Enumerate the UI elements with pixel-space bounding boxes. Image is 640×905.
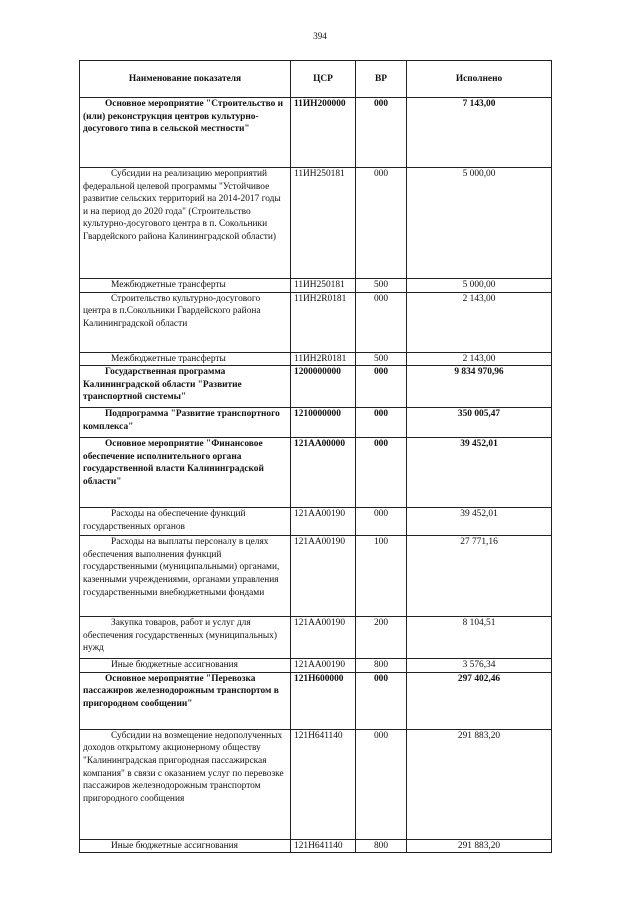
row-amount: 39 452,01 bbox=[407, 508, 552, 536]
row-name: Межбюджетные трансферты bbox=[80, 279, 291, 293]
row-csr: 11ИН250181 bbox=[291, 168, 356, 279]
row-name: Субсидии на реализацию мероприятий федеральной целевой программы "Устойчивое развитие сельских территорий на 2014-2017 годы и на период до 2020 года" (Строительство культурно-досугового центра в п. Сокольники Гвардейского района Калининградской области) bbox=[80, 168, 291, 279]
row-vr: 800 bbox=[356, 659, 407, 673]
row-csr: 121Н641140 bbox=[291, 729, 356, 839]
table-row bbox=[80, 672, 552, 729]
row-amount: 350 005,47 bbox=[407, 408, 552, 438]
header-vr: ВР bbox=[356, 61, 407, 98]
row-name: Подпрограмма "Развитие транспортного комплекса" bbox=[80, 408, 291, 438]
row-amount: 2 143,00 bbox=[407, 292, 552, 352]
row-csr: 1200000000 bbox=[291, 366, 356, 408]
row-vr: 800 bbox=[356, 839, 407, 853]
row-name: Межбюджетные трансферты bbox=[80, 352, 291, 366]
row-amount: 39 452,01 bbox=[407, 438, 552, 508]
row-vr: 000 bbox=[356, 98, 407, 168]
row-csr: 121АА00190 bbox=[291, 508, 356, 536]
row-amount: 2 143,00 bbox=[407, 352, 552, 366]
row-amount: 27 771,16 bbox=[407, 536, 552, 617]
row-vr: 000 bbox=[356, 508, 407, 536]
row-vr: 000 bbox=[356, 408, 407, 438]
table-row bbox=[80, 366, 552, 408]
row-csr: 121Н641140 bbox=[291, 839, 356, 853]
row-csr: 121АА00190 bbox=[291, 659, 356, 673]
row-csr: 121АА00190 bbox=[291, 536, 356, 617]
row-name: Основное мероприятие "Финансовое обеспечение исполнительного органа государственной власти Калининградской области" bbox=[80, 438, 291, 508]
row-amount: 8 104,51 bbox=[407, 617, 552, 659]
header-csr: ЦСР bbox=[291, 61, 356, 98]
row-csr: 11ИН250181 bbox=[291, 279, 356, 293]
row-csr: 11ИН2R0181 bbox=[291, 292, 356, 352]
table-row bbox=[80, 536, 552, 617]
row-vr: 000 bbox=[356, 366, 407, 408]
table-row bbox=[80, 292, 552, 352]
table-row bbox=[80, 438, 552, 508]
page-number: 394 bbox=[313, 31, 327, 41]
row-amount: 297 402,46 bbox=[407, 672, 552, 729]
row-name: Основное мероприятие "Строительство и (или) реконструкция центров культурно-досугового типа в сельской местности" bbox=[80, 98, 291, 168]
row-name: Строительство культурно-досугового центра в п.Сокольники Гвардейского района Калининградской области bbox=[80, 292, 291, 352]
row-amount: 7 143,00 bbox=[407, 98, 552, 168]
row-name: Расходы на обеспечение функций государственных органов bbox=[80, 508, 291, 536]
row-vr: 100 bbox=[356, 536, 407, 617]
table-row bbox=[80, 279, 552, 293]
budget-execution-table bbox=[79, 60, 552, 853]
header-name: Наименование показателя bbox=[80, 61, 291, 98]
table-row bbox=[80, 839, 552, 853]
row-vr: 000 bbox=[356, 729, 407, 839]
row-csr: 11ИН2R0181 bbox=[291, 352, 356, 366]
row-amount: 5 000,00 bbox=[407, 168, 552, 279]
row-vr: 000 bbox=[356, 672, 407, 729]
row-amount: 291 883,20 bbox=[407, 839, 552, 853]
row-amount: 9 834 970,96 bbox=[407, 366, 552, 408]
row-name: Иные бюджетные ассигнования bbox=[80, 839, 291, 853]
row-vr: 000 bbox=[356, 438, 407, 508]
row-csr: 1210000000 bbox=[291, 408, 356, 438]
row-amount: 3 576,34 bbox=[407, 659, 552, 673]
row-amount: 5 000,00 bbox=[407, 279, 552, 293]
row-name: Иные бюджетные ассигнования bbox=[80, 659, 291, 673]
table-row bbox=[80, 168, 552, 279]
row-amount: 291 883,20 bbox=[407, 729, 552, 839]
row-vr: 000 bbox=[356, 168, 407, 279]
row-csr: 121АА00190 bbox=[291, 617, 356, 659]
row-csr: 121АА00000 bbox=[291, 438, 356, 508]
row-vr: 500 bbox=[356, 352, 407, 366]
row-csr: 121Н600000 bbox=[291, 672, 356, 729]
row-name: Государственная программа Калининградской области "Развитие транспортной системы" bbox=[80, 366, 291, 408]
table-header-row bbox=[80, 61, 552, 98]
table-row bbox=[80, 508, 552, 536]
table-row bbox=[80, 617, 552, 659]
header-done: Исполнено bbox=[407, 61, 552, 98]
table-row bbox=[80, 659, 552, 673]
row-vr: 200 bbox=[356, 617, 407, 659]
row-name: Основное мероприятие "Перевозка пассажиров железнодорожным транспортом в пригородном сообщении" bbox=[80, 672, 291, 729]
row-csr: 11ИН200000 bbox=[291, 98, 356, 168]
table-row bbox=[80, 352, 552, 366]
row-name: Расходы на выплаты персоналу в целях обеспечения выполнения функций государственными (муниципальными) органами, казенными учреждениями, органами управления государственными внебюджетными фондами bbox=[80, 536, 291, 617]
table-row bbox=[80, 729, 552, 839]
row-name: Субсидии на возмещение недополученных доходов открытому акционерному обществу "Калининградская пригородная пассажирская компания" в связи с оказанием услуг по перевозке пассажиров железнодорожным транспортом пригородного сообщения bbox=[80, 729, 291, 839]
row-vr: 000 bbox=[356, 292, 407, 352]
row-vr: 500 bbox=[356, 279, 407, 293]
row-name: Закупка товаров, работ и услуг для обеспечения государственных (муниципальных) нужд bbox=[80, 617, 291, 659]
table-row bbox=[80, 408, 552, 438]
table-row bbox=[80, 98, 552, 168]
